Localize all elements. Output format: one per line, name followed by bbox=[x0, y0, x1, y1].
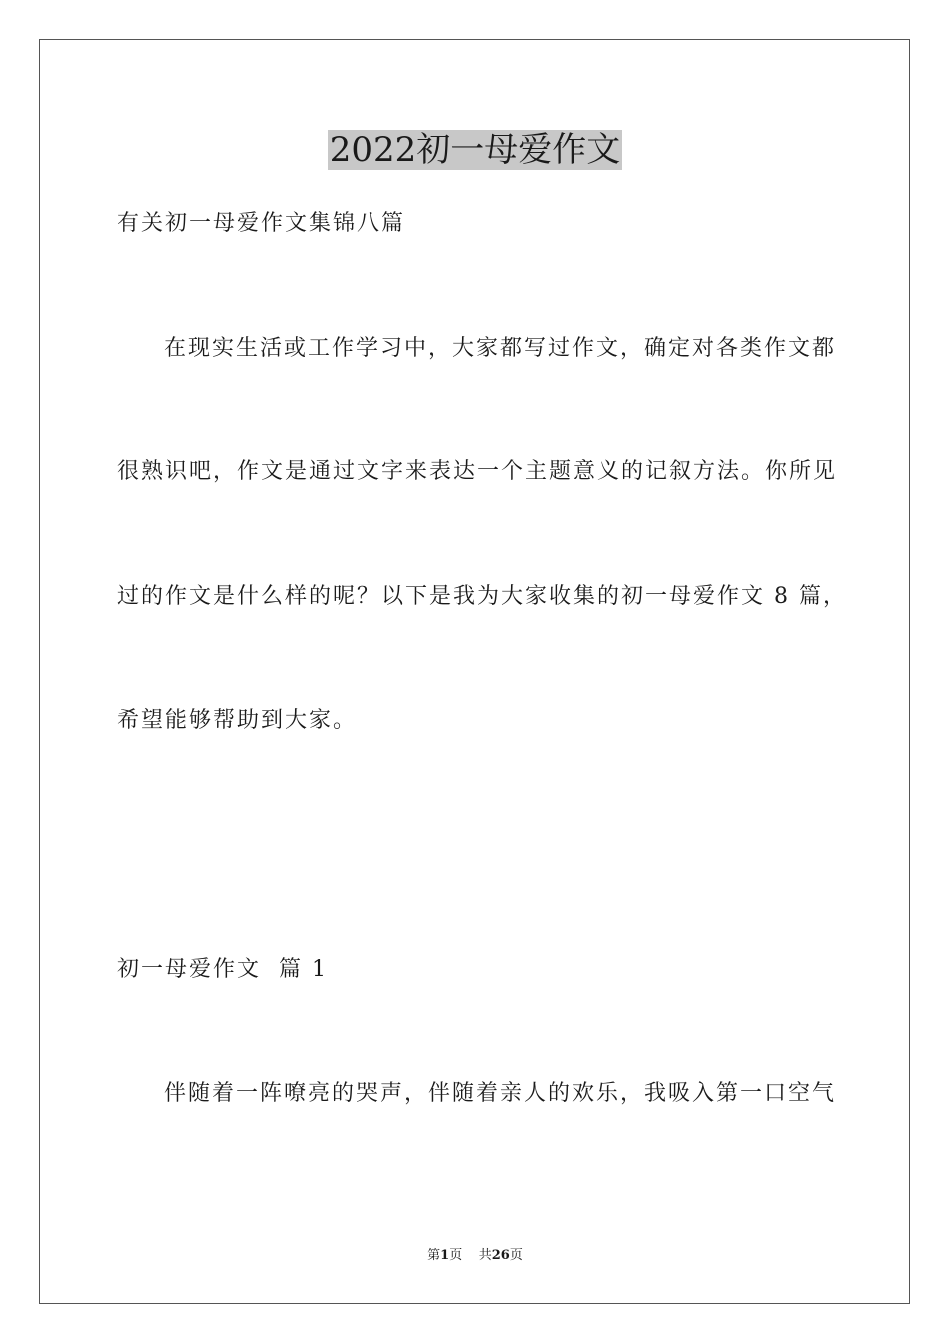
intro-line-2: 很熟识吧，作文是通过文字来表达一个主题意义的记叙方法。你所见 bbox=[117, 459, 838, 484]
document-title bbox=[0, 126, 950, 174]
page-footer bbox=[0, 1247, 950, 1265]
footer-page-prefix: 第 bbox=[427, 1248, 441, 1263]
document-title-text: 2022初一母爱作文 bbox=[329, 130, 621, 170]
footer-total-suffix: 页 bbox=[509, 1248, 523, 1263]
footer-total-prefix: 共 bbox=[478, 1248, 492, 1263]
footer-total-pages: 26 bbox=[491, 1248, 510, 1263]
document-subtitle: 有关初一母爱作文集锦八篇 bbox=[117, 211, 406, 236]
section-heading: 初一母爱作文 篇 1 bbox=[117, 957, 328, 982]
intro-line-4: 希望能够帮助到大家。 bbox=[117, 708, 358, 733]
section-line-1: 伴随着一阵嘹亮的哭声，伴随着亲人的欢乐，我吸入第一口空气 bbox=[164, 1081, 837, 1106]
footer-page-number: 1 bbox=[440, 1248, 450, 1263]
intro-line-1: 在现实生活或工作学习中，大家都写过作文，确定对各类作文都 bbox=[164, 336, 837, 361]
intro-line-3: 过的作文是什么样的呢？以下是我为大家收集的初一母爱作文 8 篇， bbox=[117, 584, 847, 609]
footer-page-suffix: 页 bbox=[449, 1248, 463, 1263]
